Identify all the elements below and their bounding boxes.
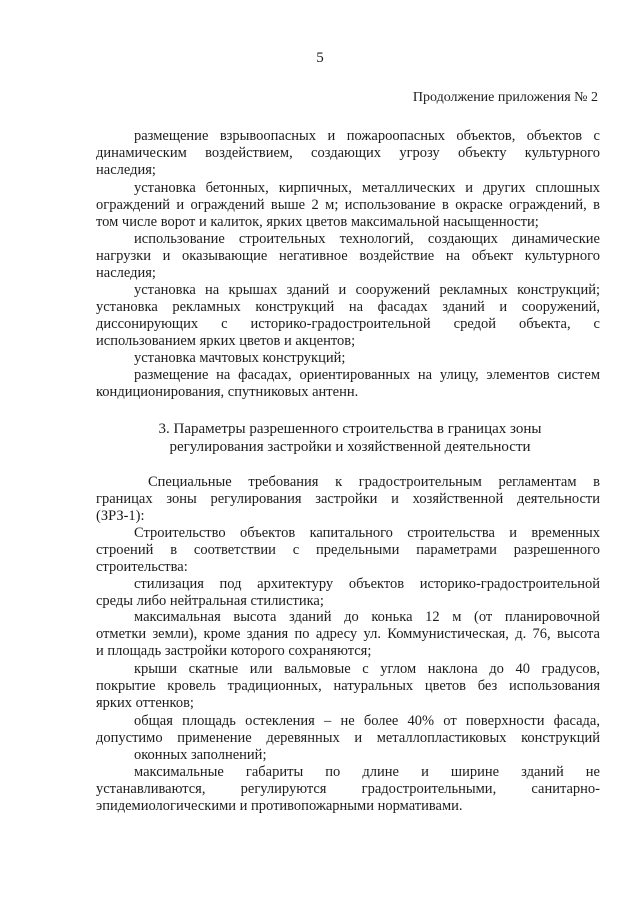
text-line: Строительство объектов капитального строительства и временных — [134, 525, 600, 541]
text-line: устанавливаются, регулируются градостроительными, санитарно- — [96, 780, 600, 797]
restriction-paragraph — [96, 231, 600, 281]
text-line: допустимо применение деревянных и металлопластиковых конструкций — [96, 729, 600, 746]
text-line: использование строительных технологий, создающих динамические — [134, 231, 600, 247]
text-line: установка рекламных конструкций на фасадах зданий и сооружений, — [96, 299, 600, 315]
requirement-paragraph — [96, 609, 600, 659]
requirement-paragraph — [96, 764, 600, 814]
text-line: стилизация под архитектуру объектов историко-градостроительной — [134, 576, 600, 592]
text-line: диссонирующих с историко-градостроительной средой объекта, с — [96, 315, 600, 332]
text-line: кондиционирования, спутниковых антенн. — [96, 383, 359, 400]
requirement-paragraph — [96, 576, 600, 610]
text-line: строений в соответствии с предельными параметрами разрешенного — [96, 541, 600, 558]
restriction-paragraph — [96, 299, 600, 349]
text-line: общая площадь остекления – не более 40% от поверхности фасада, — [134, 713, 600, 729]
text-line: максимальные габариты по длине и ширине зданий не — [134, 764, 600, 780]
requirement-paragraph — [96, 661, 600, 711]
restriction-paragraph — [96, 350, 600, 367]
text-line: эпидемиологическими и противопожарными нормативами. — [96, 797, 463, 814]
text-line: строительства: — [96, 558, 188, 575]
text-line: динамическим воздействием, создающих угрозу объекту культурного — [96, 144, 600, 161]
text-line: Специальные требования к градостроительным регламентам в — [148, 474, 600, 490]
text-line: и площадь застройки которого сохраняются; — [96, 642, 372, 659]
text-line: установка мачтовых конструкций; — [134, 350, 346, 366]
text-line: ярких оттенков; — [96, 694, 194, 711]
page-number: 5 — [316, 50, 324, 66]
text-line: отметки земли), кроме здания по адресу ул. Коммунистическая, д. 76, высота — [96, 625, 600, 642]
text-line: наследия; — [96, 264, 156, 281]
restriction-paragraph — [96, 282, 600, 299]
text-line: покрытие кровель традиционных, натуральных цветов без использования — [96, 677, 600, 694]
text-line: ограждений и ограждений выше 2 м; использование в окраске ограждений, в — [96, 196, 600, 213]
text-line: размещение взрывоопасных и пожароопасных объектов, объектов с — [134, 128, 600, 144]
text-line: использованием ярких цветов и акцентов; — [96, 332, 356, 349]
text-line: том числе ворот и калиток, ярких цветов максимальной насыщенности; — [96, 213, 539, 230]
text-line: максимальная высота зданий до конька 12 м (от планировочной — [134, 609, 600, 625]
text-line: установка на крышах зданий и сооружений рекламных конструкций; — [134, 282, 600, 298]
requirement-paragraph — [96, 525, 600, 575]
restriction-paragraph — [96, 367, 600, 401]
appendix-continuation-note: Продолжение приложения № 2 — [412, 90, 598, 105]
text-line: среды либо нейтральная стилистика; — [96, 592, 324, 609]
text-line: границах зоны регулирования застройки и хозяйственной деятельности — [96, 490, 600, 507]
text-line: размещение на фасадах, ориентированных на улицу, элементов систем — [134, 367, 600, 383]
requirement-paragraph — [96, 713, 600, 763]
section-heading — [130, 420, 570, 456]
requirement-paragraph — [96, 474, 600, 524]
text-line: нагрузки и оказывающие негативное воздействие на объект культурного — [96, 247, 600, 264]
text-line: крыши скатные или вальмовые с углом наклона до 40 градусов, — [134, 661, 600, 677]
text-line: (ЗРЗ-1): — [96, 507, 145, 524]
text-line: оконных заполнений; — [134, 746, 267, 763]
text-line: наследия; — [96, 161, 156, 178]
section-heading-line: 3. Параметры разрешенного строительства в границах зоны — [158, 421, 542, 437]
restriction-paragraph — [96, 128, 600, 178]
text-line: установка бетонных, кирпичных, металлических и других сплошных — [134, 180, 600, 196]
section-heading-line: регулирования застройки и хозяйственной деятельности — [169, 439, 531, 455]
restriction-paragraph — [96, 180, 600, 230]
